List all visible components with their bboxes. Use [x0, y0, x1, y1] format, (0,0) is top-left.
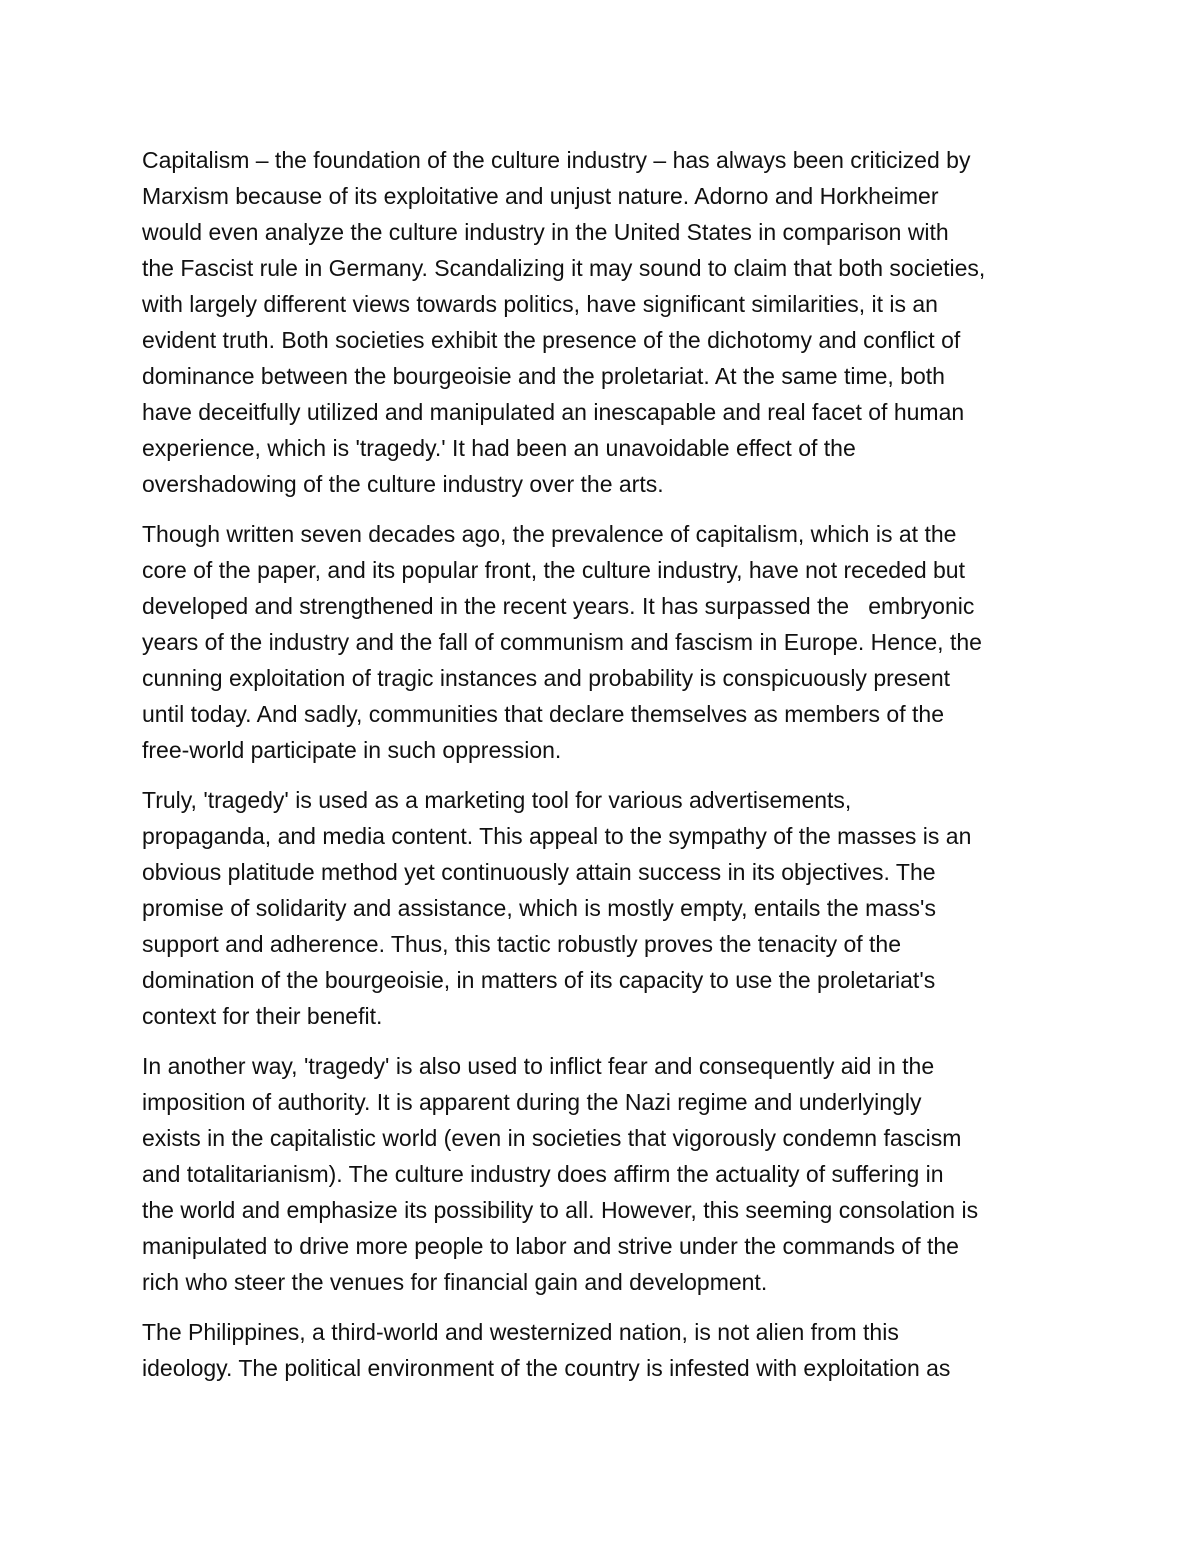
text-line: with largely different views towards politics, have significant similarities, it is an: [142, 291, 938, 317]
text-line: have deceitfully utilized and manipulated an inescapable and real facet of human: [142, 399, 965, 425]
text-line: exists in the capitalistic world (even in societies that vigorously condemn fascism: [142, 1125, 962, 1151]
text-line: support and adherence. Thus, this tactic robustly proves the tenacity of the: [142, 931, 902, 957]
text-line: until today. And sadly, communities that declare themselves as members of the: [142, 701, 944, 727]
text-line: experience, which is 'tragedy.' It had been an unavoidable effect of the: [142, 435, 856, 461]
text-line: obvious platitude method yet continuously attain success in its objectives. The: [142, 859, 936, 885]
paragraph-2: [142, 516, 1082, 768]
text-line: domination of the bourgeoisie, in matters of its capacity to use the proletariat's: [142, 967, 936, 993]
text-line: the world and emphasize its possibility to all. However, this seeming consolation is: [142, 1197, 979, 1223]
paragraph-3: [142, 782, 1082, 1034]
paragraph-4: [142, 1048, 1082, 1300]
text-line: ideology. The political environment of the country is infested with exploitation as: [142, 1355, 951, 1381]
document-body: [142, 142, 1082, 1400]
text-line: the Fascist rule in Germany. Scandalizing it may sound to claim that both societies,: [142, 255, 986, 281]
text-line: Though written seven decades ago, the prevalence of capitalism, which is at the: [142, 521, 957, 547]
text-line: dominance between the bourgeoisie and the proletariat. At the same time, both: [142, 363, 945, 389]
text-line: free-world participate in such oppression.: [142, 737, 562, 763]
text-line: Capitalism – the foundation of the culture industry – has always been criticized by: [142, 147, 971, 173]
text-line: evident truth. Both societies exhibit the presence of the dichotomy and conflict of: [142, 327, 961, 353]
text-line: would even analyze the culture industry in the United States in comparison with: [142, 219, 949, 245]
text-line: imposition of authority. It is apparent during the Nazi regime and underlyingly: [142, 1089, 922, 1115]
text-line: In another way, 'tragedy' is also used to inflict fear and consequently aid in the: [142, 1053, 935, 1079]
text-line: manipulated to drive more people to labor and strive under the commands of the: [142, 1233, 959, 1259]
text-line: developed and strengthened in the recent years. It has surpassed the embryonic: [142, 593, 975, 619]
text-line: Truly, 'tragedy' is used as a marketing tool for various advertisements,: [142, 787, 852, 813]
text-line: promise of solidarity and assistance, which is mostly empty, entails the mass's: [142, 895, 936, 921]
text-line: context for their benefit.: [142, 1003, 383, 1029]
text-line: cunning exploitation of tragic instances and probability is conspicuously present: [142, 665, 951, 691]
paragraph-1: [142, 142, 1082, 502]
paragraph-5: [142, 1314, 1082, 1386]
text-line: The Philippines, a third-world and westernized nation, is not alien from this: [142, 1319, 899, 1345]
text-line: and totalitarianism). The culture industry does affirm the actuality of suffering in: [142, 1161, 944, 1187]
text-line: core of the paper, and its popular front, the culture industry, have not receded but: [142, 557, 965, 583]
text-line: Marxism because of its exploitative and unjust nature. Adorno and Horkheimer: [142, 183, 939, 209]
text-line: propaganda, and media content. This appeal to the sympathy of the masses is an: [142, 823, 972, 849]
text-line: years of the industry and the fall of communism and fascism in Europe. Hence, the: [142, 629, 982, 655]
text-line: overshadowing of the culture industry over the arts.: [142, 471, 664, 497]
text-line: rich who steer the venues for financial gain and development.: [142, 1269, 768, 1295]
